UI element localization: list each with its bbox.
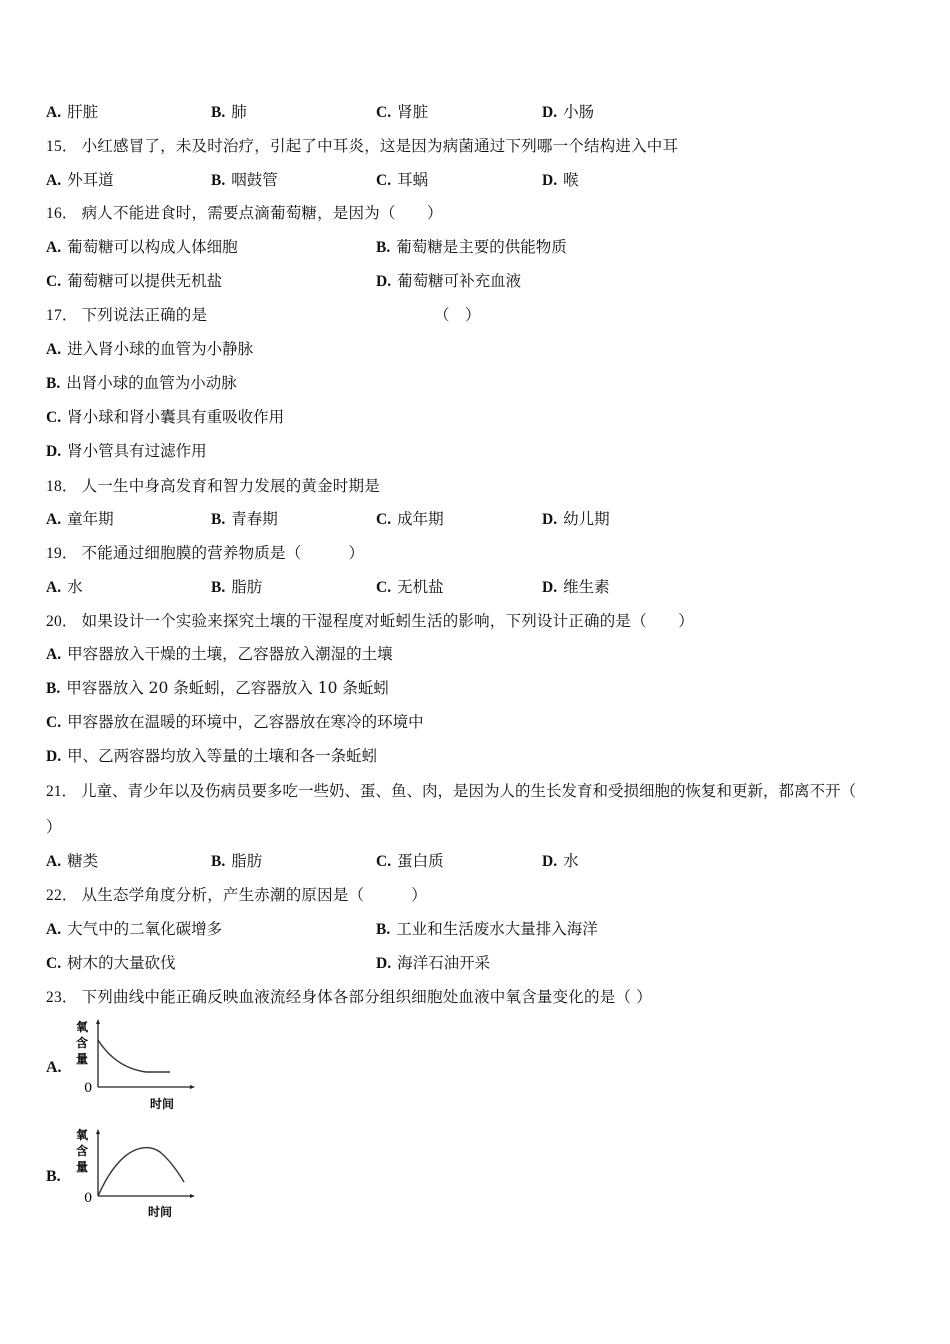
q20-option-b	[46, 678, 389, 699]
option-text: 童年期	[67, 510, 114, 528]
q18-stem	[46, 476, 380, 497]
question-text: 从生态学角度分析，产生赤潮的原因是（ ）	[81, 886, 428, 904]
y-axis-label: 含	[76, 1144, 89, 1158]
q19-option-d	[542, 577, 610, 598]
y-axis-label: 量	[76, 1052, 89, 1066]
option-label: B.	[211, 104, 226, 121]
question-number: 16．	[46, 205, 78, 222]
option-label: C.	[376, 579, 392, 596]
option-text: 甲容器放入干燥的土壤，乙容器放入潮湿的土壤	[67, 645, 393, 663]
option-text: 喉	[563, 171, 579, 189]
option-text: 大气中的二氧化碳增多	[67, 920, 223, 938]
question-number: 18．	[46, 478, 78, 495]
q19-stem	[46, 543, 364, 564]
option-text: 成年期	[397, 510, 444, 528]
option-text: 脂肪	[231, 578, 263, 596]
q22-option-a	[46, 919, 222, 940]
option-label: D.	[376, 273, 392, 290]
option-text: 肾脏	[397, 103, 429, 121]
question-number: 19．	[46, 545, 78, 562]
option-label: B.	[376, 921, 391, 938]
q18-option-a	[46, 509, 114, 530]
option-label: A.	[46, 239, 62, 256]
option-label: D.	[542, 853, 558, 870]
option-label: B.	[211, 511, 226, 528]
q20-option-a	[46, 644, 393, 665]
option-label: A.	[46, 172, 62, 189]
q14-option-d	[542, 102, 594, 123]
option-text: 出肾小球的血管为小动脉	[66, 374, 237, 392]
q22-stem	[46, 885, 427, 906]
q14-option-b	[211, 102, 247, 123]
option-label: D.	[46, 443, 62, 460]
q23-option-a-chart	[46, 1016, 206, 1111]
option-text: 肾小球和肾小囊具有重吸收作用	[67, 408, 285, 426]
q22-option-d	[376, 953, 490, 974]
q19-option-a	[46, 577, 83, 598]
question-text: 如果设计一个实验来探究土壤的干湿程度对蚯蚓生活的影响，下列设计正确的是（ ）	[81, 612, 694, 630]
q17-option-b	[46, 373, 237, 394]
x-axis-label: 时间	[148, 1205, 173, 1219]
q16-stem	[46, 203, 443, 224]
option-label: A.	[46, 579, 62, 596]
y-axis-label: 氧	[76, 1128, 89, 1142]
origin-label: 0	[84, 1191, 93, 1206]
q15-option-d	[542, 170, 579, 191]
option-label: D.	[542, 172, 558, 189]
option-text: 葡萄糖可以构成人体细胞	[67, 238, 238, 256]
option-label: C.	[46, 273, 62, 290]
question-text: 不能通过细胞膜的营养物质是（ ）	[81, 544, 365, 562]
q16-option-c	[46, 271, 222, 292]
option-text: 幼儿期	[563, 510, 610, 528]
option-text: 肺	[231, 103, 247, 121]
option-label: C.	[376, 511, 392, 528]
question-text: 病人不能进食时，需要点滴葡萄糖，是因为（ ）	[81, 204, 443, 222]
option-text: 肾小管具有过滤作用	[67, 442, 207, 460]
option-label: A.	[46, 921, 62, 938]
option-text: 甲容器放入 20 条蚯蚓，乙容器放入 10 条蚯蚓	[66, 679, 389, 697]
q21-option-b	[211, 851, 262, 872]
oxygen-curve-rise-fall-graph	[46, 1126, 206, 1221]
question-text: 儿童、青少年以及伤病员要多吃一些奶、蛋、鱼、肉，是因为人的生长发育和受损细胞的恢复和更新，都离不开（	[81, 782, 857, 800]
option-text: 耳蜗	[397, 171, 429, 189]
option-text: 维生素	[563, 578, 610, 596]
option-text: 进入肾小球的血管为小静脉	[67, 340, 254, 358]
option-label: C.	[46, 409, 62, 426]
q18-option-d	[542, 509, 610, 530]
q21-option-c	[376, 851, 444, 872]
q21-stem-continued: ）	[46, 818, 62, 836]
option-text: 甲、乙两容器均放入等量的土壤和各一条蚯蚓	[67, 747, 378, 765]
q14-option-c	[376, 102, 428, 123]
option-label: D.	[46, 748, 62, 765]
question-number: 17．	[46, 307, 78, 324]
question-number: 15．	[46, 138, 78, 155]
q15-option-c	[376, 170, 428, 191]
q17-answer-bracket: （ ）	[434, 306, 481, 324]
q20-option-c	[46, 712, 424, 733]
q15-option-a	[46, 170, 114, 191]
option-text: 水	[67, 578, 83, 596]
q19-option-c	[376, 577, 444, 598]
q20-option-d	[46, 746, 377, 767]
option-text: 蛋白质	[397, 852, 444, 870]
option-label: B.	[46, 680, 61, 697]
question-number: 21．	[46, 783, 78, 800]
q17-option-a	[46, 339, 253, 360]
q14-option-a	[46, 102, 98, 123]
oxygen-curve-decreasing-graph	[46, 1016, 206, 1111]
option-label: B.	[46, 1168, 61, 1185]
option-text: 海洋石油开采	[397, 954, 491, 972]
option-label: A.	[46, 104, 62, 121]
option-text: 咽鼓管	[231, 171, 278, 189]
q23-option-b-chart	[46, 1126, 206, 1221]
q21-option-a	[46, 851, 98, 872]
question-text: 下列说法正确的是	[81, 306, 208, 324]
option-text: 小肠	[563, 103, 595, 121]
q22-option-b	[376, 919, 598, 940]
option-label: B.	[211, 579, 226, 596]
question-number: 20．	[46, 613, 78, 630]
question-text: 人一生中身高发育和智力发展的黄金时期是	[81, 477, 380, 495]
q15-option-b	[211, 170, 278, 191]
option-label: A.	[46, 646, 62, 663]
option-label: A.	[46, 511, 62, 528]
y-axis-label: 氧	[76, 1020, 89, 1034]
option-text: 葡萄糖可补充血液	[397, 272, 522, 290]
option-text: 脂肪	[231, 852, 263, 870]
q16-option-a	[46, 237, 238, 258]
option-label: B.	[211, 172, 226, 189]
origin-label: 0	[84, 1081, 93, 1096]
option-label: B.	[376, 239, 391, 256]
option-label: A.	[46, 341, 62, 358]
option-text: 葡萄糖是主要的供能物质	[396, 238, 567, 256]
option-label: D.	[376, 955, 392, 972]
option-text: 糖类	[67, 852, 99, 870]
q17-stem	[46, 305, 207, 326]
question-number: 23．	[46, 989, 78, 1006]
q16-option-d	[376, 271, 521, 292]
option-label: B.	[46, 375, 61, 392]
option-text: 青春期	[231, 510, 278, 528]
option-label: A.	[46, 853, 62, 870]
option-label: C.	[46, 714, 62, 731]
q20-stem	[46, 611, 694, 632]
option-label: C.	[376, 172, 392, 189]
option-label: C.	[46, 955, 62, 972]
q18-option-b	[211, 509, 278, 530]
question-text: 下列曲线中能正确反映血液流经身体各部分组织细胞处血液中氧含量变化的是（ ）	[81, 988, 652, 1006]
q17-option-c	[46, 407, 284, 428]
y-axis-label: 含	[76, 1036, 89, 1050]
option-text: 无机盐	[397, 578, 444, 596]
x-axis-label: 时间	[150, 1097, 175, 1111]
option-label: C.	[376, 104, 392, 121]
q21-option-d	[542, 851, 579, 872]
q23-stem	[46, 987, 652, 1008]
option-text: 肝脏	[67, 103, 99, 121]
option-text: 树木的大量砍伐	[67, 954, 176, 972]
option-label: D.	[542, 104, 558, 121]
option-label: D.	[542, 579, 558, 596]
option-text: 水	[563, 852, 579, 870]
q19-option-b	[211, 577, 262, 598]
q18-option-c	[376, 509, 444, 530]
option-label: A.	[46, 1059, 62, 1076]
q16-option-b	[376, 237, 567, 258]
q15-stem	[46, 136, 678, 157]
q21-stem	[46, 781, 856, 802]
q22-option-c	[46, 953, 176, 974]
option-label: D.	[542, 511, 558, 528]
y-axis-label: 量	[76, 1160, 89, 1174]
option-text: 葡萄糖可以提供无机盐	[67, 272, 223, 290]
option-text: 工业和生活废水大量排入海洋	[396, 920, 598, 938]
option-label: C.	[376, 853, 392, 870]
q17-option-d	[46, 441, 207, 462]
question-number: 22．	[46, 887, 78, 904]
question-text: 小红感冒了，未及时治疗，引起了中耳炎，这是因为病菌通过下列哪一个结构进入中耳	[81, 137, 679, 155]
option-text: 外耳道	[67, 171, 114, 189]
option-label: B.	[211, 853, 226, 870]
option-text: 甲容器放在温暖的环境中，乙容器放在寒冷的环境中	[67, 713, 424, 731]
